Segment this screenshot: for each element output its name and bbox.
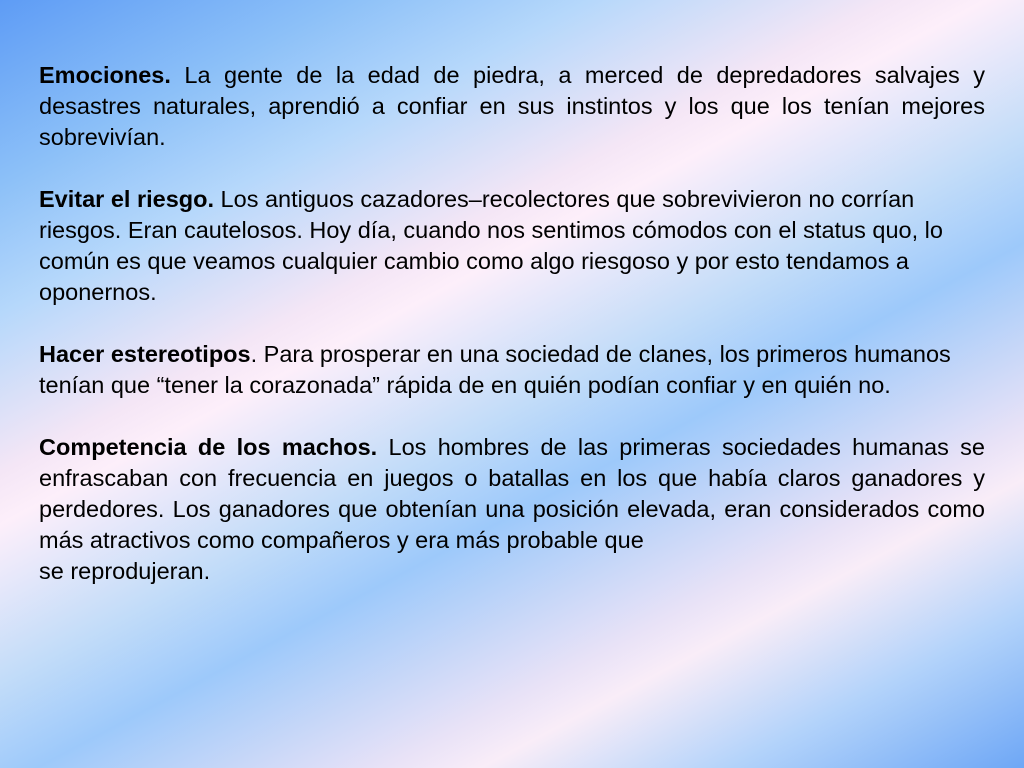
paragraph-body: La gente de la edad de piedra, a merced de depredadores salvajes y desastres naturales, aprendió a confiar en sus instintos y los que los tenían mejores sobrevivían. xyxy=(39,62,985,150)
paragraph-body: . Para prosperar en una sociedad de clanes, los primeros humanos tenían que “tener la corazonada” rápida de en quién podían confiar y en quién no. xyxy=(39,341,951,398)
paragraph-heading: Emociones. xyxy=(39,62,171,88)
paragraph-body: Los hombres de las primeras sociedades humanas se enfrascaban con frecuencia en juegos o batallas en los que había claros ganadores y perdedores. Los ganadores que obtenían una posición elevada, eran considerados como más atractivos como compañeros y era más probable que xyxy=(39,434,985,553)
paragraph-tail: se reprodujeran. xyxy=(39,558,211,584)
paragraph-heading: Hacer estereotipos xyxy=(39,341,251,367)
paragraph-estereotipos xyxy=(39,339,985,401)
slide-text-body xyxy=(39,60,985,618)
paragraph-body: Los antiguos cazadores–recolectores que sobrevivieron no corrían riesgos. Eran cautelosos. Hoy día, cuando nos sentimos cómodos con el status quo, lo común es que veamos cualquier cambio como algo riesgoso y por esto tendamos a oponernos. xyxy=(39,186,943,305)
paragraph-heading: Competencia de los machos. xyxy=(39,434,378,460)
paragraph-emociones xyxy=(39,60,985,153)
paragraph-evitar-riesgo xyxy=(39,184,985,308)
paragraph-heading: Evitar el riesgo. xyxy=(39,186,215,212)
paragraph-competencia-machos xyxy=(39,432,985,587)
